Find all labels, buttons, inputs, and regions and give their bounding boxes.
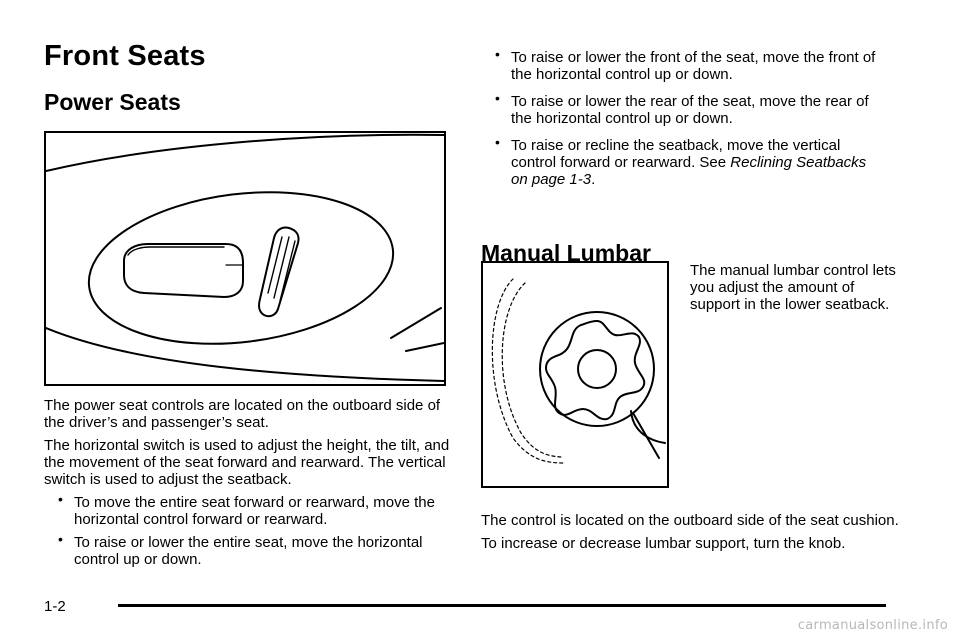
section-heading-manual-lumbar: Manual Lumbar — [481, 240, 651, 266]
bullet-item: • To raise or lower the rear of the seat, move the rear of the horizontal control up or down. — [481, 93, 886, 127]
bullet-item: • To raise or lower the front of the seat, move the front of the horizontal control up or down. — [481, 49, 886, 83]
bullet-item: • To raise or recline the seatback, move the vertical control forward or rearward. See Reclining Seatbacks on page 1-3. — [481, 137, 886, 188]
footer-rule — [118, 604, 886, 607]
cross-reference-link[interactable]: Reclining Seatbacks on page 1-3 — [511, 154, 867, 188]
lumbar-knob-illustration — [481, 261, 669, 488]
lumbar-knob-drawing — [483, 263, 667, 486]
power-seat-controls-illustration — [44, 131, 446, 386]
lumbar-paragraph-2: To increase or decrease lumbar support, turn the knob. — [481, 535, 846, 552]
watermark: carmanualsonline.info — [797, 618, 948, 633]
bullet-item: • To raise or lower the entire seat, move the horizontal control up or down. — [44, 534, 454, 568]
power-seat-paragraph-2: The horizontal switch is used to adjust the height, the tilt, and the movement of the seat forward and rearward. The vertical switch is used to adjust the seatback. — [44, 437, 450, 488]
page-title: Front Seats — [44, 40, 206, 72]
page-number: 1-2 — [44, 598, 66, 615]
lumbar-side-text: The manual lumbar control lets you adjust the amount of support in the lower seatback. — [690, 262, 896, 313]
seat-controls-drawing — [46, 133, 444, 384]
bullet-item: • To move the entire seat forward or rearward, move the horizontal control forward or rearward. — [44, 494, 454, 528]
power-seat-paragraph-1: The power seat controls are located on the outboard side of the driver’s and passenger’s seat. — [44, 397, 441, 431]
section-heading-power-seats: Power Seats — [44, 89, 181, 115]
lumbar-paragraph-1: The control is located on the outboard side of the seat cushion. — [481, 512, 899, 529]
